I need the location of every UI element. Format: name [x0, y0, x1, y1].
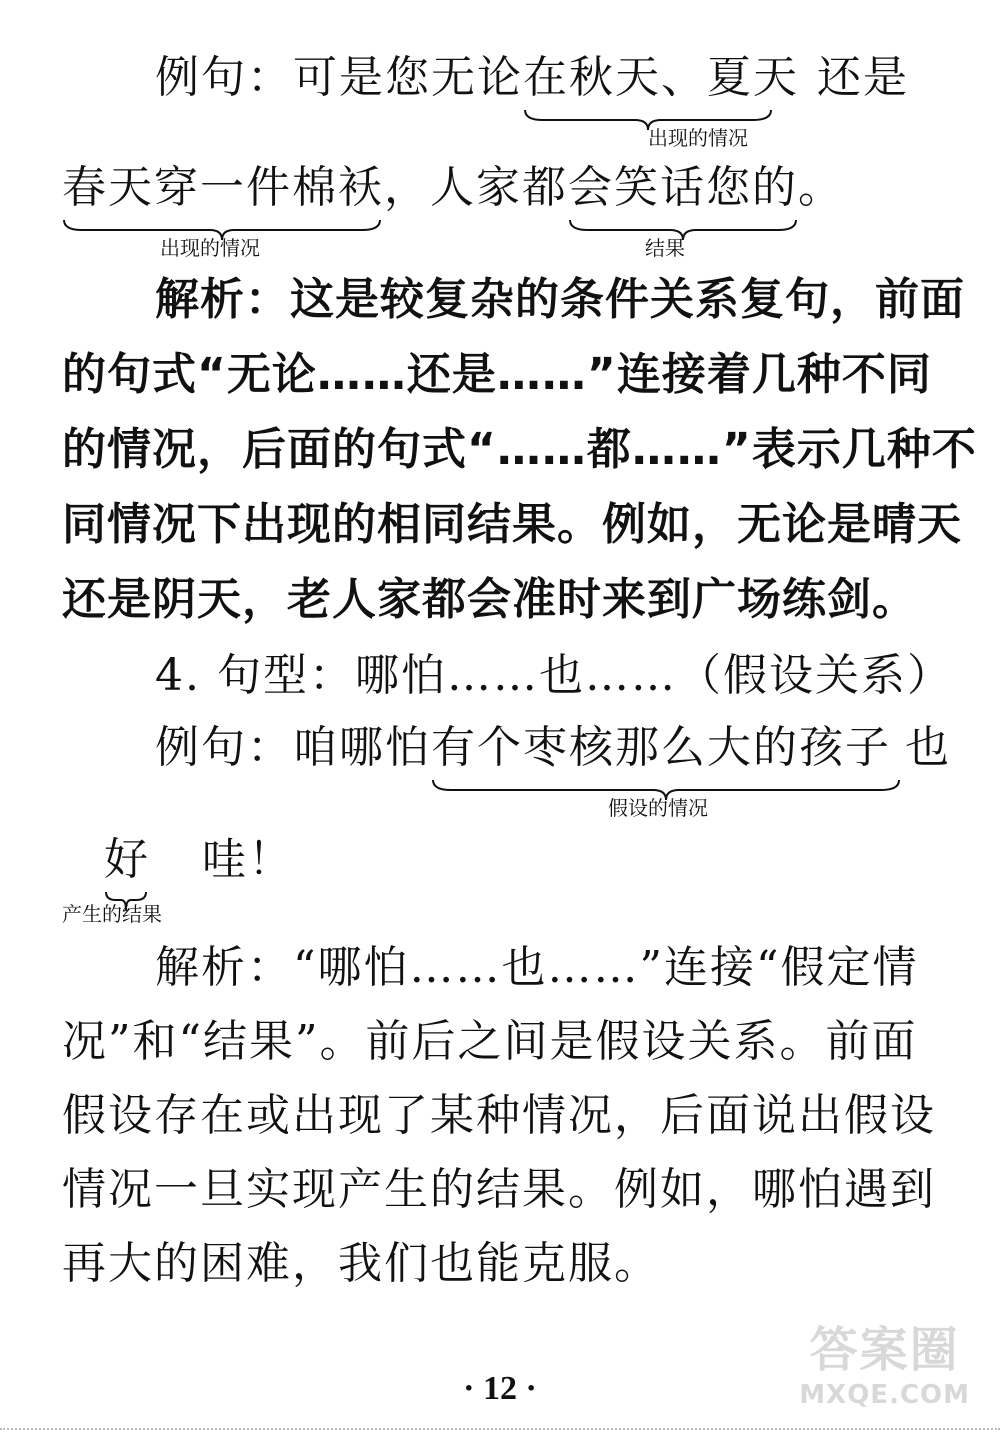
example1-brace3-text: 会笑话您的 — [568, 162, 798, 213]
analysis2-line1: 解析：“哪怕……也……”连接“假定情 — [155, 942, 919, 993]
example2-suffix: 也 — [905, 722, 951, 773]
example1-brace-span — [523, 48, 799, 108]
analysis2-line4: 情况一旦实现产生的结果。例如，哪怕遇到 — [62, 1164, 936, 1215]
watermark-line2: MXQE.COM — [799, 1380, 970, 1410]
example1-mid: ，人家都 — [384, 162, 568, 213]
example1-brace-text: 在秋天、夏天 — [523, 52, 799, 103]
example2-prefix: 例句：咱哪怕 — [155, 722, 431, 773]
analysis2-line5: 再大的困难，我们也能克服。 — [62, 1238, 660, 1289]
bottom-divider — [0, 1428, 1000, 1432]
example2-brace2-text: 好 — [104, 834, 150, 885]
example1-brace3-span — [568, 158, 798, 218]
analysis1-line5: 还是阴天，老人家都会准时来到广场练剑。 — [62, 574, 917, 625]
example1-line1 — [155, 48, 909, 108]
example2-brace-span — [431, 718, 891, 778]
analysis2-line3: 假设存在或出现了某种情况，后面说出假设 — [62, 1090, 936, 1141]
example2-line2 — [104, 830, 294, 890]
analysis1-line2: 的句式“无论……还是……”连接着几种不同 — [62, 349, 932, 400]
example1-line2 — [62, 158, 844, 218]
analysis1-line1: 解析：这是较复杂的条件关系复句，前面 — [155, 274, 965, 325]
example1-annotation1: 出现的情况 — [648, 126, 748, 150]
example1-annotation3: 结果 — [645, 236, 685, 260]
example2-rest: 哇！ — [202, 834, 294, 885]
example1-end: 。 — [798, 162, 844, 213]
example1-annotation2: 出现的情况 — [160, 236, 260, 260]
example1-prefix: 例句：可是您无论 — [155, 52, 523, 103]
watermark-line1: 答案圈 — [809, 1322, 960, 1378]
analysis2-line2: 况”和“结果”。前后之间是假设关系。前面 — [62, 1016, 918, 1067]
example2-annotation2: 产生的结果 — [62, 902, 162, 926]
example2-line1 — [155, 718, 951, 778]
pattern4-heading: 4. 句型：哪怕……也……（假设关系） — [155, 650, 953, 701]
analysis1-line4: 同情况下出现的相同结果。例如，无论是晴天 — [62, 499, 962, 550]
example1-brace2-span — [62, 158, 384, 218]
page-number: · 12 · — [463, 1370, 537, 1407]
watermark-logo — [799, 1311, 970, 1410]
example2-brace2-span — [104, 830, 150, 890]
example2-annotation1: 假设的情况 — [608, 796, 708, 820]
example1-suffix: 还是 — [817, 52, 909, 103]
analysis1-line3: 的情况，后面的句式“……都……”表示几种不 — [62, 424, 977, 475]
example1-brace2-text: 春天穿一件棉袄 — [62, 162, 384, 213]
example2-brace-text: 有个枣核那么大的孩子 — [431, 722, 891, 773]
